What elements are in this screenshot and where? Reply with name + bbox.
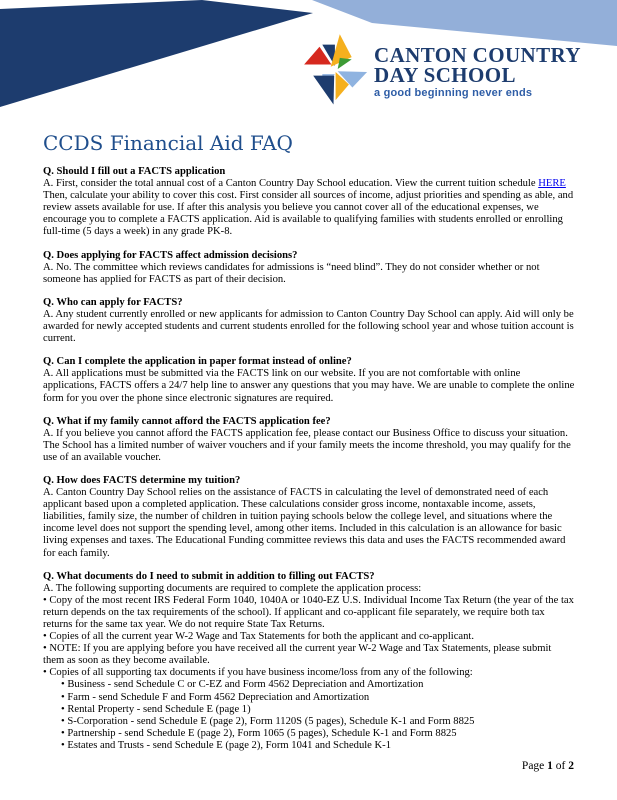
bullet-item: • Copy of the most recent IRS Federal Form 1040, 1040A or 1040-EZ U.S. Individual Income Tax Return (the year of the tax return depends on the tax requirements of the school). If applicant and co-applicant file separately, we require both tax returns for the same tax year. We do not require State Tax Returns. <box>43 594 574 630</box>
of-word: of <box>555 760 566 772</box>
faq-section <box>43 250 575 286</box>
bullet-item: • Copies of all the current year W-2 Wage and Tax Statements for both the applicant and co-applicant. <box>43 631 475 643</box>
bullet-item: • Rental Property - send Schedule E (page 1) <box>61 703 251 715</box>
tuition-schedule-link[interactable]: HERE <box>538 178 566 190</box>
header-banner <box>0 0 617 130</box>
current-page-number: 1 <box>547 760 553 772</box>
faq-question: Q. Should I fill out a FACTS application <box>43 166 226 177</box>
navy-corner-shape <box>0 0 313 107</box>
faq-question: Q. Who can apply for FACTS? <box>43 296 183 308</box>
school-tagline: a good beginning never ends <box>374 87 533 99</box>
faq-answer: A. All applications must be submitted via the FACTS link on our website. If you are not comfortable with online applications, FACTS offers a 24/7 help line to answer any questions that you may have. We are unable to complete the online form for you over the phone since electronic signatures are required. <box>43 368 575 404</box>
faq-question: Q. What documents do I need to submit in addition to filling out FACTS? <box>43 570 375 582</box>
faq-answer: A. If you believe you cannot afford the FACTS application fee, please contact our Business Office to discuss your situation. The School has a limited number of waiver vouchers and if your family meets the income threshold, you may qualify for the use of an available voucher. <box>43 427 571 463</box>
page-title: CCDS Financial Aid FAQ <box>43 131 293 155</box>
total-pages-number: 2 <box>568 760 574 772</box>
school-wordmark <box>374 45 581 100</box>
faq-answer: A. No. The committee which reviews candidates for admissions is “need blind”. They do not consider whether or not someone has applied for FACTS as part of their decision. <box>43 261 540 285</box>
school-name-line2: DAY SCHOOL <box>374 63 516 87</box>
bullet-item: • Farm - send Schedule F and Form 4562 Depreciation and Amortization <box>61 691 370 703</box>
faq-list <box>43 166 575 752</box>
faq-question: Q. How does FACTS determine my tuition? <box>43 474 241 486</box>
pinwheel-logo-icon <box>302 32 372 106</box>
bullet-item: • Partnership - send Schedule E (page 2), Form 1065 (5 pages), Schedule K-1 and Form 8825 <box>61 727 457 739</box>
faq-question: Q. What if my family cannot afford the FACTS application fee? <box>43 415 331 427</box>
faq-section <box>43 297 575 345</box>
faq-section <box>43 475 575 560</box>
faq-answer: A. The following supporting documents are required to complete the application process: <box>43 582 422 594</box>
page-word: Page <box>521 760 545 772</box>
bullet-item: • NOTE: If you are applying before you have received all the current year W-2 Wage and Tax Statements, please submit them as soon as they become available. <box>43 643 552 667</box>
document-content <box>43 131 575 763</box>
faq-section <box>43 571 575 752</box>
faq-question: Q. Can I complete the application in paper format instead of online? <box>43 356 352 368</box>
school-name-line1: CANTON COUNTRY <box>374 43 581 67</box>
bullet-item: • S-Corporation - send Schedule E (page 2), Form 1120S (5 pages), Schedule K-1 and Form 8825 <box>61 715 475 727</box>
faq-section <box>43 166 575 239</box>
bullet-item: • Copies of all supporting tax documents if you have business income/loss from any of the following: <box>43 667 473 679</box>
faq-answer: A. First, consider the total annual cost of a Canton Country Day School education. View the current tuition schedule HERE Then, calculate your ability to cover this cost. First consider all sources of income, adjust priorities and spending as able, and review assets available for use. If after this analysis you believe you cannot cover all of the educational expenses, we encourage you to complete a FACTS application. Aid is available to qualifying families with students enrolled or enrolling full-time (5 days a week) in any grade PK-8. <box>43 178 574 238</box>
faq-section <box>43 416 575 464</box>
page-number <box>522 760 574 772</box>
faq-section <box>43 356 575 404</box>
bullet-item: • Estates and Trusts - send Schedule E (page 2), Form 1041 and Schedule K-1 <box>61 739 392 751</box>
bullet-item: • Business - send Schedule C or C-EZ and Form 4562 Depreciation and Amortization <box>61 679 424 691</box>
faq-answer: A. Any student currently enrolled or new applicants for admission to Canton Country Day School can apply. Aid will only be awarded for newly accepted students and current students enrolled for the following school year and whose tuition account is current. <box>43 308 574 345</box>
faq-answer: A. Canton Country Day School relies on the assistance of FACTS in calculating the level of demonstrated need of each applicant based upon a completed application. These calculations consider gross income, nontaxable income, assets, liabilities, family size, the number of children in tuition paying schools below the college level, and situations where the income level does not support the spending level, among other items. Included in this calculation is an allowance for basic living expenses and taxes. The Educational Funding committee reviews this data and uses the FACTS recommended award for each family. <box>43 487 566 559</box>
faq-question: Q. Does applying for FACTS affect admission decisions? <box>43 249 298 261</box>
